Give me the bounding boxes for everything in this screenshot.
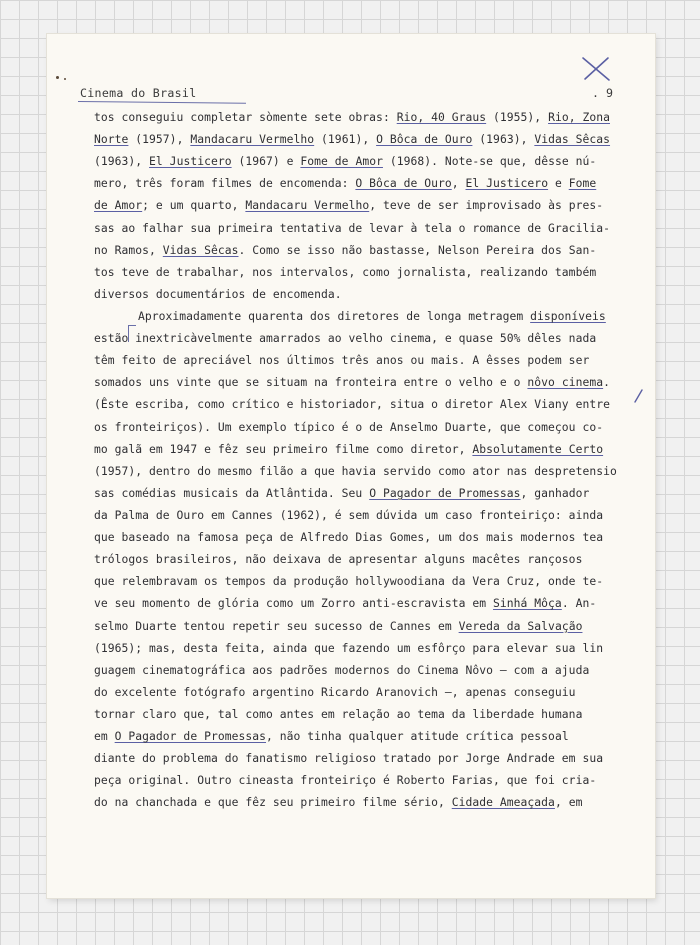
text-run: diante do problema do fanatismo religioso tratado por Jorge Andrade em sua (94, 751, 604, 766)
text-run: trólogos brasileiros, não deixava de apresentar alguns macêtes rançosos (94, 552, 583, 567)
text-run: guagem cinematográfica aos padrões modernos do Cinema Nôvo — com a ajuda (94, 662, 590, 677)
text-line (94, 194, 634, 216)
page-number: . 9 (592, 86, 613, 100)
text-run: selmo Duarte tentou repetir seu sucesso de Cannes em (94, 618, 459, 633)
underlined-title: Rio, 40 Graus (396, 110, 487, 124)
text-line (94, 393, 634, 415)
text-run: . Como se isso não bastasse, Nelson Pereira dos San- (238, 242, 597, 257)
underlined-title: Vidas Sêcas (534, 132, 611, 147)
text-line (94, 261, 634, 283)
underlined-title: de Amor (94, 198, 143, 213)
underlined-title: O Bôca de Ouro (355, 176, 452, 191)
text-line (94, 637, 634, 659)
text-line (94, 217, 634, 239)
underlined-title: El Justicero (465, 176, 549, 191)
underlined-title: Sinhá Môça (493, 596, 562, 611)
text-run: Aproximadamente quarenta dos diretores de longa metragem (138, 308, 531, 323)
underlined-title: Vereda da Salvação (458, 618, 583, 633)
text-line (94, 438, 634, 460)
text-line (94, 106, 634, 128)
text-run: da Palma de Ouro em Cannes (1962), é sem dúvida um caso fronteiriço: ainda (94, 507, 604, 522)
text-line (94, 283, 634, 305)
underlined-title: Norte (94, 132, 129, 147)
text-run: (1957), dentro do mesmo filão a que havia servido como ator nas despretensio (94, 463, 617, 478)
underlined-title: O Pagador de Promessas (369, 485, 521, 500)
underlined-title: Absolutamente Certo (472, 441, 604, 456)
text-line (94, 305, 634, 327)
underlined-title: Mandacaru Vermelho (245, 198, 370, 213)
text-run: (1968). Note-se que, dêsse nú- (382, 154, 597, 169)
text-run: (1965); mas, desta feita, ainda que fazendo um esfôrço para elevar sua lin (94, 640, 604, 655)
underlined-title: Vidas Sêcas (162, 242, 239, 257)
text-line (94, 570, 634, 592)
underlined-title: Fome de Amor (300, 154, 383, 169)
text-run: tos conseguiu completar sòmente sete obras: (94, 110, 397, 124)
underlined-title: nôvo cinema (527, 375, 604, 390)
text-line (94, 526, 634, 548)
text-run: , ganhador (520, 485, 590, 500)
text-run: , em (554, 795, 583, 810)
text-run: no Ramos, (94, 242, 163, 257)
underlined-title: Fome (568, 176, 597, 191)
text-run: , não tinha qualquer atitude crítica pessoal (266, 729, 569, 744)
page-header-title: Cinema do Brasil (80, 86, 197, 100)
text-line (94, 548, 634, 570)
text-line (94, 327, 634, 349)
underlined-title: Cidade Ameaçada (451, 795, 555, 810)
text-line (94, 128, 634, 150)
text-run: diversos documentários de encomenda. (94, 286, 342, 301)
ink-speck (64, 78, 66, 80)
underlined-title: O Pagador de Promessas (114, 729, 266, 744)
text-run: ve seu momento de glória como um Zorro anti-escravista em (94, 596, 494, 611)
text-line (94, 150, 634, 172)
text-run: somados uns vinte que se situam na fronteira entre o velho e o (94, 375, 528, 390)
underlined-title: O Bôca de Ouro (376, 132, 473, 147)
text-line (94, 769, 634, 791)
text-run: (1963), (94, 154, 150, 169)
text-line (94, 725, 634, 747)
text-run: (1957), (128, 132, 191, 147)
text-line (94, 416, 634, 438)
text-run: que relembravam os tempos da produção hollywoodiana da Vera Cruz, onde te- (94, 574, 604, 589)
text-line (94, 239, 634, 261)
text-run: ; e um quarto, (142, 198, 246, 213)
text-run: (1963), (472, 132, 535, 147)
text-line (94, 504, 634, 526)
text-run: . An- (561, 596, 597, 611)
text-line (94, 791, 634, 813)
text-line (94, 615, 634, 637)
text-run: os fronteiriços). Um exemplo típico é o de Anselmo Duarte, que começou co- (94, 419, 604, 434)
text-line (94, 681, 634, 703)
text-run: tornar claro que, tal como antes em relação ao tema da liberdade humana (94, 706, 583, 721)
text-run: peça original. Outro cineasta fronteiriço é Roberto Farias, que foi cria- (94, 773, 597, 788)
underlined-title: Rio, Zona (548, 110, 610, 124)
text-run: (Êste escriba, como crítico e historiador, situa o diretor Alex Viany entre (94, 397, 610, 412)
text-run: sas comédias musicais da Atlântida. Seu (94, 485, 370, 500)
text-run: mo galã em 1947 e fêz seu primeiro filme como diretor, (94, 441, 473, 456)
text-line (94, 659, 634, 681)
text-run: estão inextricàvelmente amarrados ao velho cinema, e quase 50% dêles nada (94, 331, 597, 346)
underlined-title: disponíveis (530, 308, 606, 323)
ink-speck (56, 76, 59, 79)
text-run: . (603, 375, 610, 390)
text-run: , teve de ser improvisado às pres- (369, 198, 604, 213)
text-line (94, 460, 634, 482)
text-run: têm feito de apreciável nos últimos três anos ou mais. A êsses podem ser (94, 353, 590, 368)
text-run: que baseado na famosa peça de Alfredo Dias Gomes, um dos mais modernos tea (94, 530, 604, 545)
text-line (94, 703, 634, 725)
text-line (94, 172, 634, 194)
document-body (94, 106, 634, 814)
underlined-title: Mandacaru Vermelho (190, 132, 315, 147)
text-run: (1961), (314, 132, 377, 147)
text-run: em (94, 729, 115, 744)
text-run: (1955), (486, 110, 549, 124)
text-line (94, 482, 634, 504)
text-run: , (451, 176, 466, 191)
text-run: sas ao falhar sua primeira tentativa de levar à tela o romance de Gracilia- (94, 220, 610, 235)
text-run: do excelente fotógrafo argentino Ricardo Aranovich —, apenas conseguiu (94, 684, 576, 699)
underlined-title: El Justicero (149, 154, 232, 169)
text-run: tos teve de trabalhar, nos intervalos, como jornalista, realizando também (94, 264, 597, 279)
text-run: mero, três foram filmes de encomenda: (94, 176, 356, 191)
text-run: e (548, 176, 569, 191)
text-run: (1967) e (231, 154, 301, 169)
x-mark-icon (580, 56, 612, 82)
text-run: do na chanchada e que fêz seu primeiro filme sério, (94, 795, 452, 810)
text-line (94, 349, 634, 371)
text-line (94, 371, 634, 393)
text-line (94, 747, 634, 769)
text-line (94, 592, 634, 614)
